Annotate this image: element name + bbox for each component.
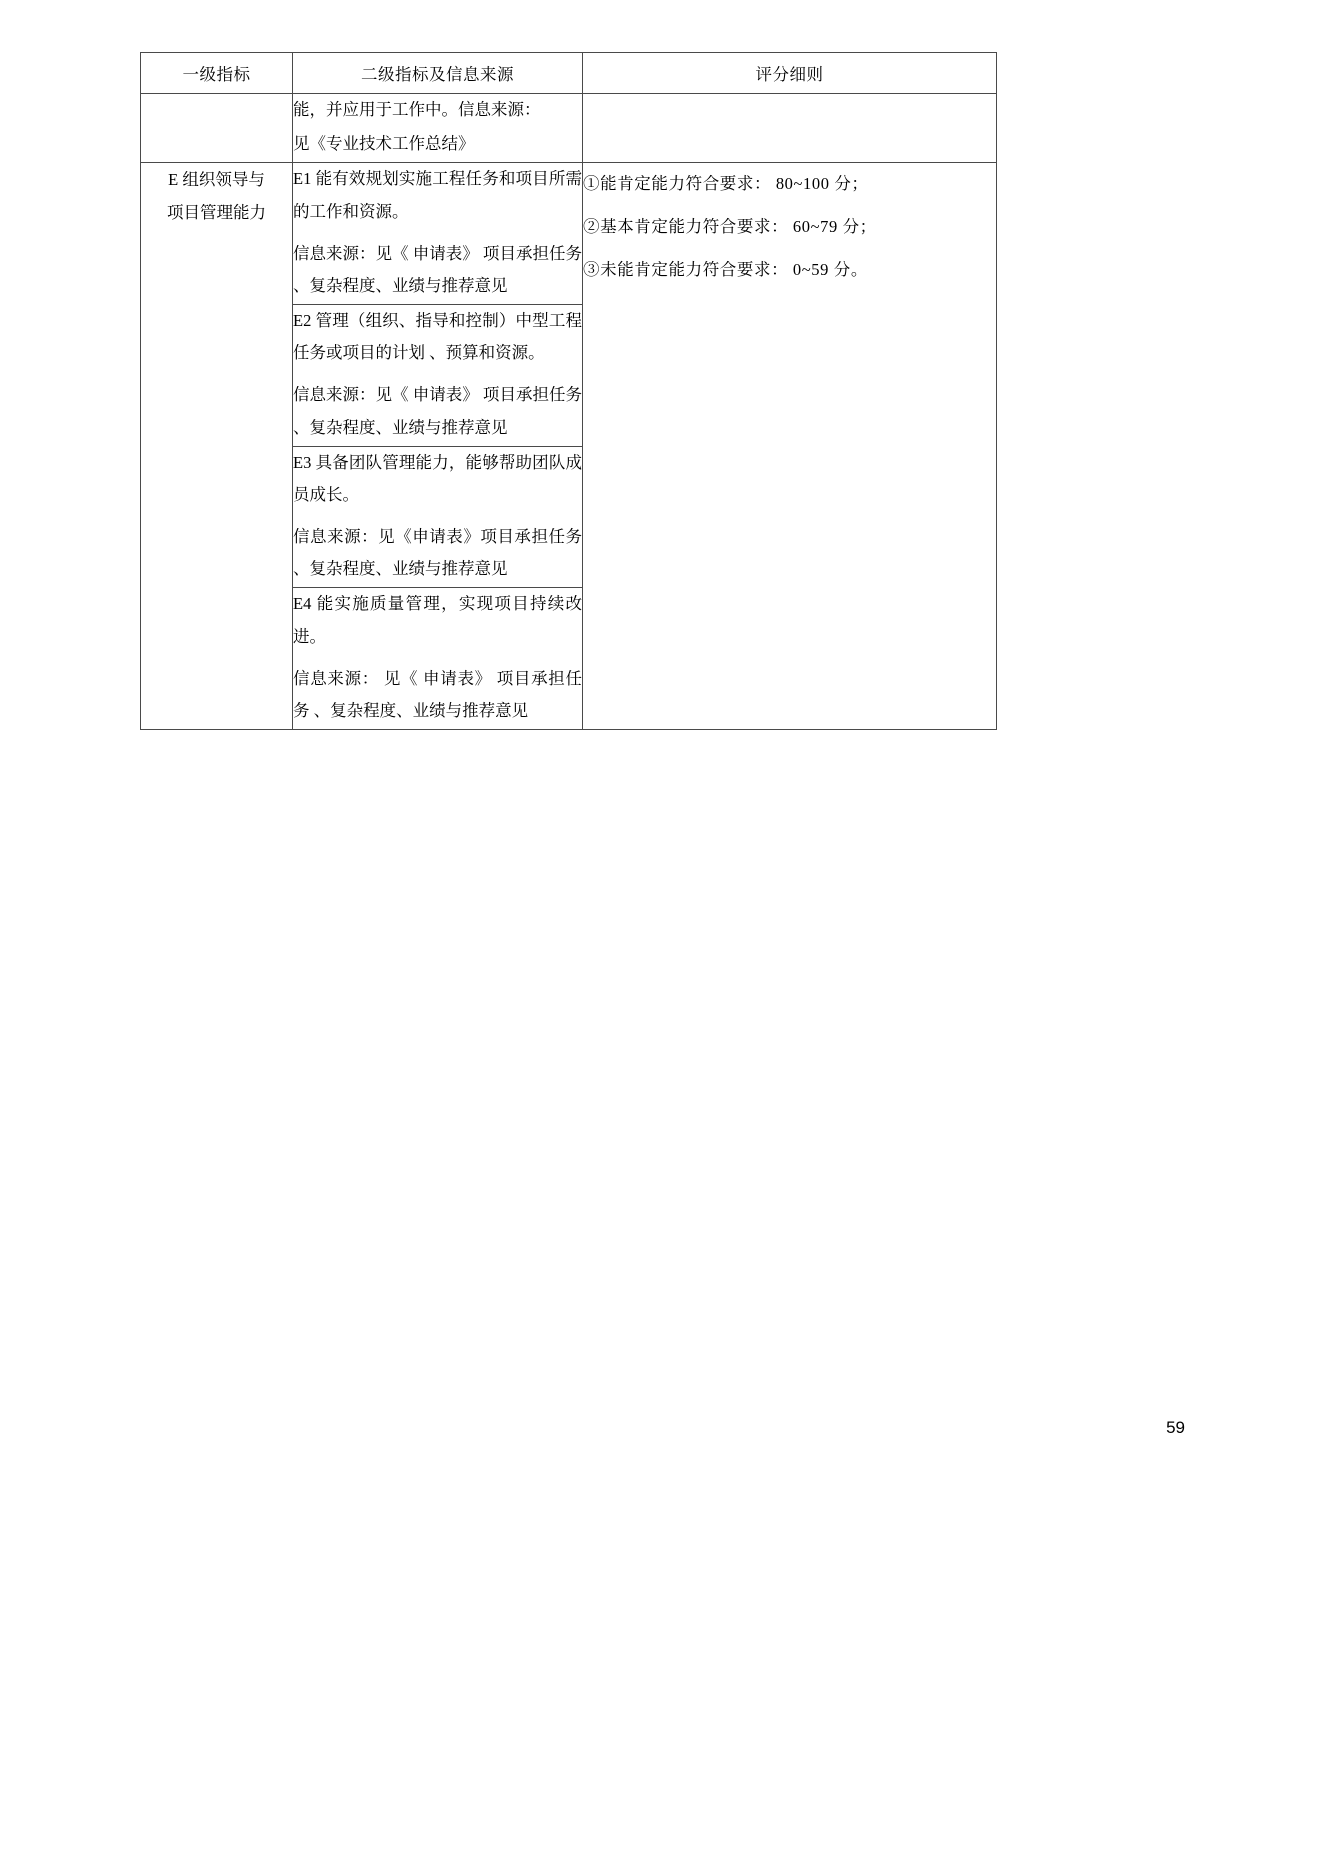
sub-item-title: E3 具备团队管理能力，能够帮助团队成员成长。 xyxy=(293,452,582,504)
list-item xyxy=(293,588,582,729)
cell-indicator-e xyxy=(141,163,293,730)
sub-item-source: 信息来源：见《申请表》项目承担任务 、复杂程度、业绩与推荐意见 xyxy=(293,527,582,579)
sub-item-title: E4 能实施质量管理，实现项目持续改进。 xyxy=(293,594,582,646)
cell-criteria-continued xyxy=(583,94,997,163)
header-cell-scoring-rules: 评分细则 xyxy=(583,53,997,94)
cell-content-continued xyxy=(293,94,583,163)
evaluation-criteria-table xyxy=(140,52,997,730)
table-row-continued xyxy=(141,94,997,163)
header-cell-primary-indicator: 一级指标 xyxy=(141,53,293,94)
list-item xyxy=(293,163,582,304)
cell-scoring-rules xyxy=(583,163,997,730)
list-item xyxy=(293,305,582,447)
sub-indicator-list xyxy=(293,163,582,729)
list-item xyxy=(293,446,582,588)
continued-text-line-1: 能，并应用于工作中。信息来源： xyxy=(293,100,541,119)
indicator-line-1: E 组织领导与 xyxy=(168,170,265,190)
sub-item-e1 xyxy=(293,163,582,304)
criteria-line-1: ①能肯定能力符合要求： 80~100 分； xyxy=(583,174,869,194)
page-number: 59 xyxy=(1166,1418,1185,1437)
sub-item-title: E2 管理（组织、指导和控制）中型工程任务或项目的计划 、预算和资源。 xyxy=(293,311,582,363)
table-header-row xyxy=(141,53,997,94)
sub-item-e3 xyxy=(293,446,582,588)
sub-item-source: 信息来源：见《 申请表》 项目承担任务 、复杂程度、业绩与推荐意见 xyxy=(293,385,582,437)
sub-item-source: 信息来源：见《 申请表》 项目承担任务 、复杂程度、业绩与推荐意见 xyxy=(293,243,582,295)
continued-text-line-2: 见《专业技术工作总结》 xyxy=(293,134,475,154)
indicator-line-2: 项目管理能力 xyxy=(167,203,266,223)
table-row-main xyxy=(141,163,997,730)
sub-item-e2 xyxy=(293,305,582,447)
sub-item-title: E1 能有效规划实施工程任务和项目所需的工作和资源。 xyxy=(293,169,582,221)
criteria-line-2: ②基本肯定能力符合要求： 60~79 分； xyxy=(583,217,877,237)
cell-indicator-continued xyxy=(141,94,293,163)
cell-sub-indicators xyxy=(293,163,583,730)
header-cell-secondary-indicator: 二级指标及信息来源 xyxy=(293,53,583,94)
sub-item-e4 xyxy=(293,588,582,729)
sub-item-source: 信息来源： 见《 申请表》 项目承担任务 、复杂程度、业绩与推荐意见 xyxy=(293,668,582,720)
criteria-line-3: ③未能肯定能力符合要求： 0~59 分。 xyxy=(583,260,868,280)
